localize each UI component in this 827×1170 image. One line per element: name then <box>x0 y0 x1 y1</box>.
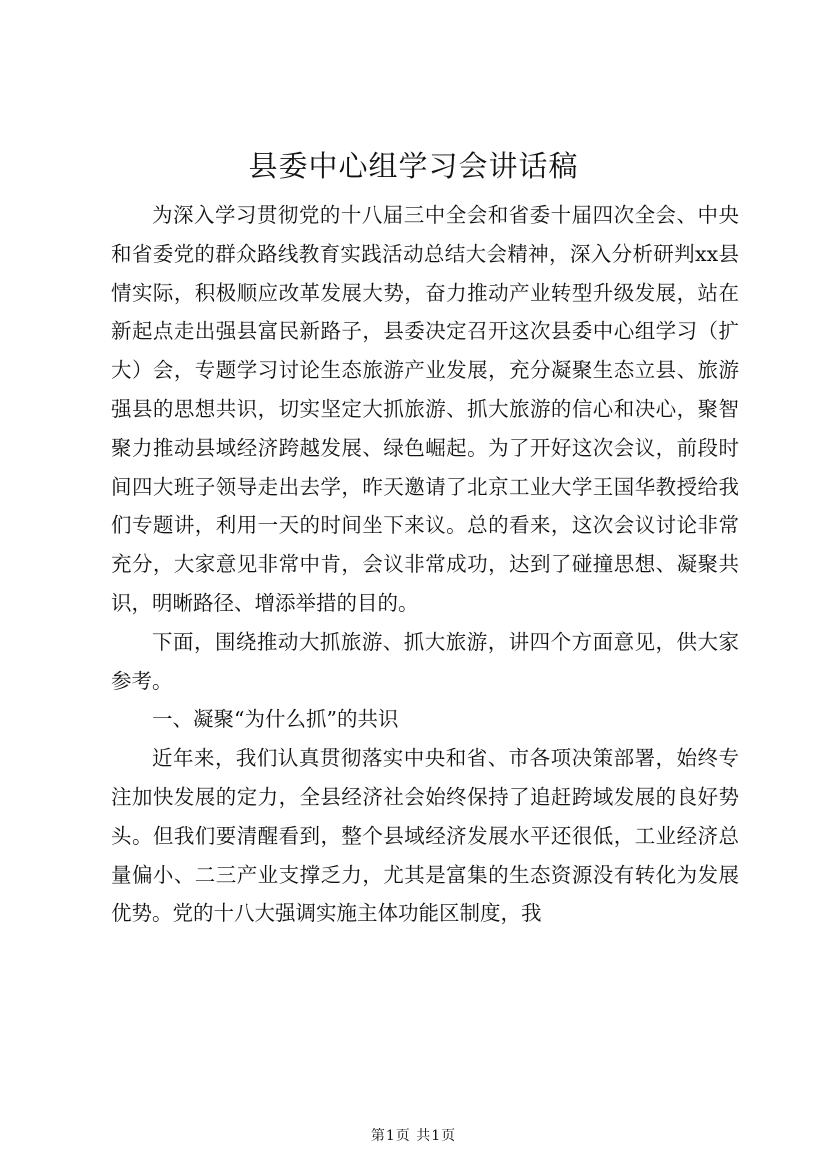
page-number: 第1页 共1页 <box>370 1128 457 1144</box>
document-body <box>111 196 739 933</box>
intro-paragraph: 为深入学习贯彻党的十八届三中全会和省委十届四次全会、中央和省委党的群众路线教育实践活动总结大会精神，深入分析研判xx县情实际，积极顺应改革发展大势，奋力推动产业转型升级发展，站在新起点走出强县富民新路子，县委决定召开这次县委中心组学习（扩大）会，专题学习讨论生态旅游产业发展，充分凝聚生态立县、旅游强县的思想共识，切实坚定大抓旅游、抓大旅游的信心和决心，聚智聚力推动县域经济跨越发展、绿色崛起。为了开好这次会议，前段时间四大班子领导走出去学，昨天邀请了北京工业大学王国华教授给我们专题讲，利用一天的时间坐下来议。总的看来，这次会议讨论非常充分，大家意见非常中肯，会议非常成功，达到了碰撞思想、凝聚共识，明晰路径、增添举措的目的。 <box>111 203 739 615</box>
section-paragraph: 近年来，我们认真贯彻落实中央和省、市各项决策部署，始终专注加快发展的定力，全县经济社会始终保持了追赶跨域发展的良好势头。但我们要清醒看到，整个县域经济发展水平还很低，工业经济总量偏小、二三产业支撑乏力，尤其是富集的生态资源没有转化为发展优势。党的十八大强调实施主体功能区制度，我 <box>111 746 739 926</box>
outline-paragraph: 下面，围绕推动大抓旅游、抓大旅游，讲四个方面意见，供大家参考。 <box>111 629 739 693</box>
document-title: 县委中心组学习会讲话稿 <box>248 149 579 183</box>
section-heading: 一、凝聚“为什么抓”的共识 <box>152 707 399 732</box>
